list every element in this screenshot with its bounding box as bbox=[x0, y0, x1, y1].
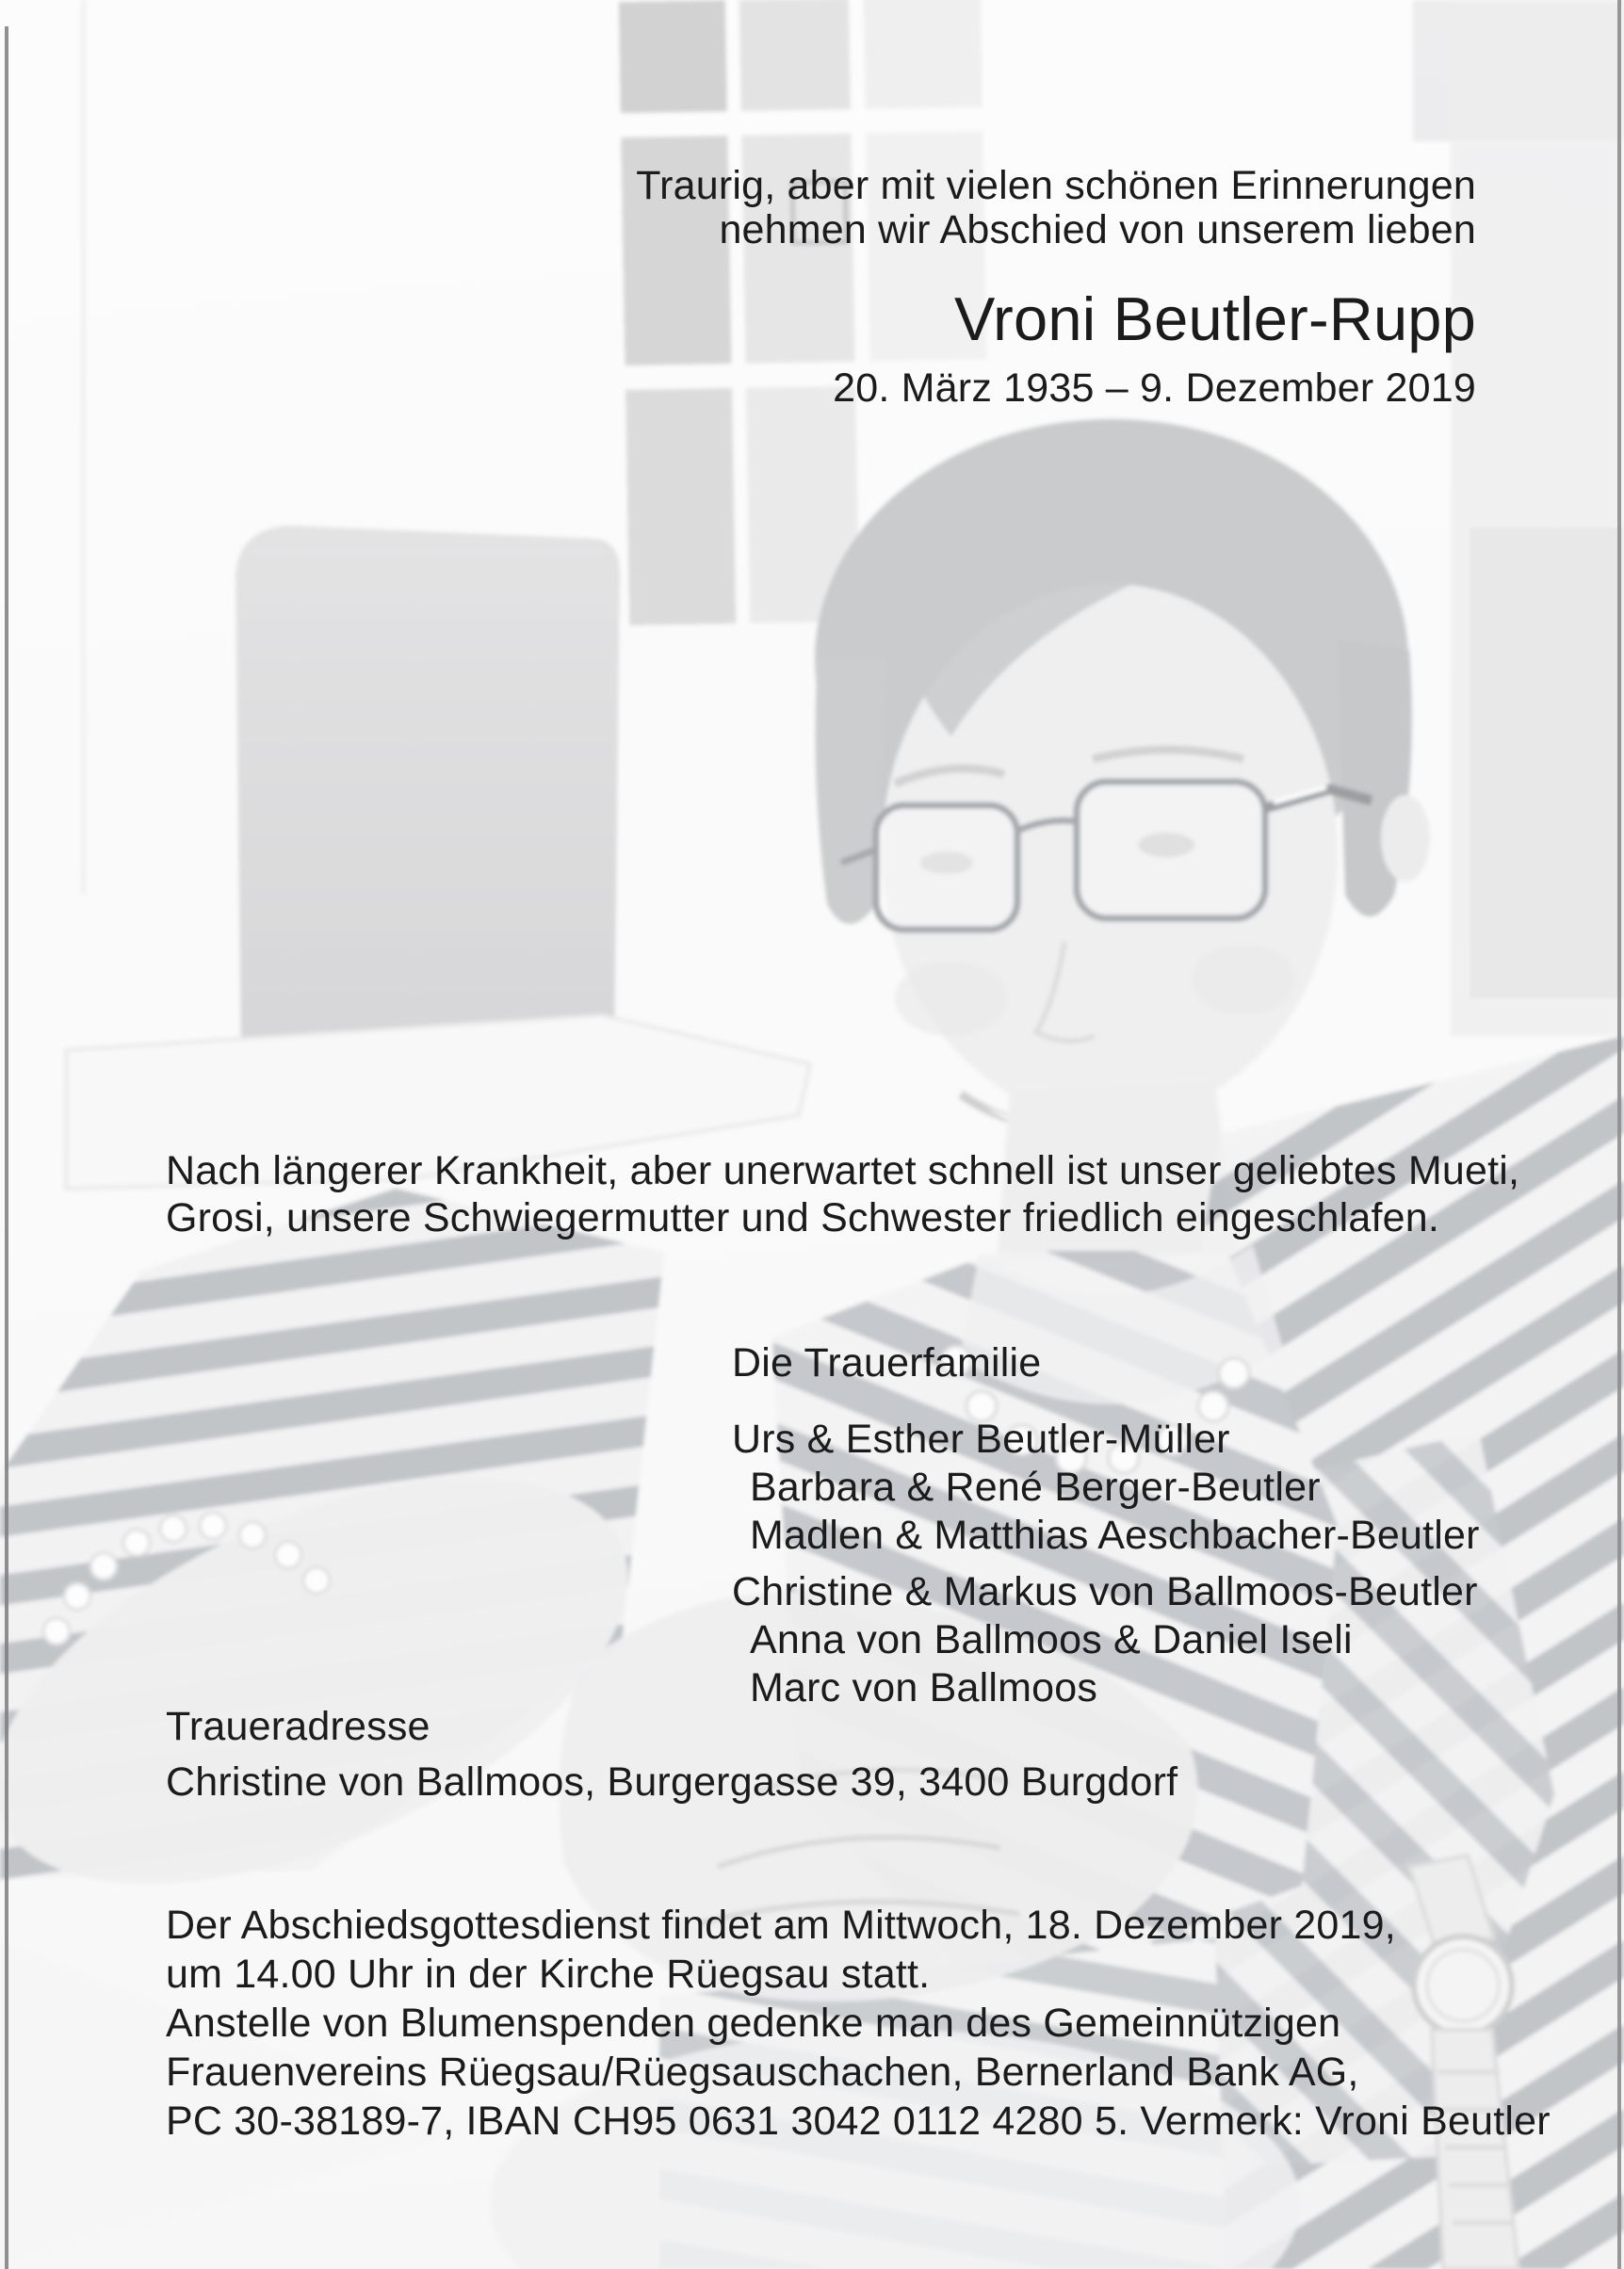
announcement bbox=[166, 1147, 1519, 1241]
service-line: Frauenvereins Rüegsau/Rüegsauschachen, Bernerland Bank AG, bbox=[166, 2050, 1359, 2095]
right-edge-line bbox=[1617, 0, 1621, 2269]
intro-line-2: nehmen wir Abschied von unserem lieben bbox=[719, 207, 1476, 252]
service-line: PC 30-38189-7, IBAN CH95 0631 3042 0112 4280 5. Vermerk: Vroni Beutler bbox=[166, 2099, 1551, 2144]
family-heading: Die Trauerfamilie bbox=[732, 1340, 1042, 1386]
mourning-address-label: Traueradresse bbox=[166, 1704, 430, 1749]
service-line: um 14.00 Uhr in der Kirche Rüegsau statt. bbox=[166, 1952, 931, 1997]
service-line: Der Abschiedsgottesdienst findet am Mittwoch, 18. Dezember 2019, bbox=[166, 1903, 1396, 1948]
intro-lines bbox=[636, 164, 1476, 252]
mourning-address-value: Christine von Ballmoos, Burgergasse 39, 3400 Burgdorf bbox=[166, 1759, 1178, 1805]
left-edge-line bbox=[5, 26, 8, 2269]
family-member: Marc von Ballmoos bbox=[750, 1665, 1098, 1710]
intro-line-1: Traurig, aber mit vielen schönen Erinnerungen bbox=[636, 163, 1476, 208]
family-group-1 bbox=[732, 1416, 1480, 1560]
deceased-name: Vroni Beutler-Rupp bbox=[954, 284, 1476, 353]
mourning-address bbox=[166, 1699, 1177, 1810]
wall-seam bbox=[81, 0, 86, 895]
ear bbox=[1381, 795, 1430, 882]
family-member: Madlen & Matthias Aeschbacher-Beutler bbox=[750, 1513, 1480, 1558]
family-member: Urs & Esther Beutler-Müller bbox=[732, 1417, 1230, 1462]
life-dates: 20. März 1935 – 9. Dezember 2019 bbox=[833, 365, 1476, 411]
service-line: Anstelle von Blumenspenden gedenke man des Gemeinnützigen bbox=[166, 2001, 1341, 2046]
chair bbox=[235, 526, 620, 1066]
service-info bbox=[166, 1901, 1551, 2146]
family-member: Barbara & René Berger-Beutler bbox=[750, 1465, 1321, 1510]
announcement-line-1: Nach längerer Krankheit, aber unerwartet schnell ist unser geliebtes Mueti, bbox=[166, 1148, 1520, 1193]
announcement-line-2: Grosi, unsere Schwiegermutter und Schwester friedlich eingeschlafen. bbox=[166, 1195, 1440, 1240]
family-member: Christine & Markus von Ballmoos-Beutler bbox=[732, 1569, 1478, 1614]
family-group-2 bbox=[732, 1568, 1478, 1712]
family-member: Anna von Ballmoos & Daniel Iseli bbox=[750, 1617, 1353, 1662]
